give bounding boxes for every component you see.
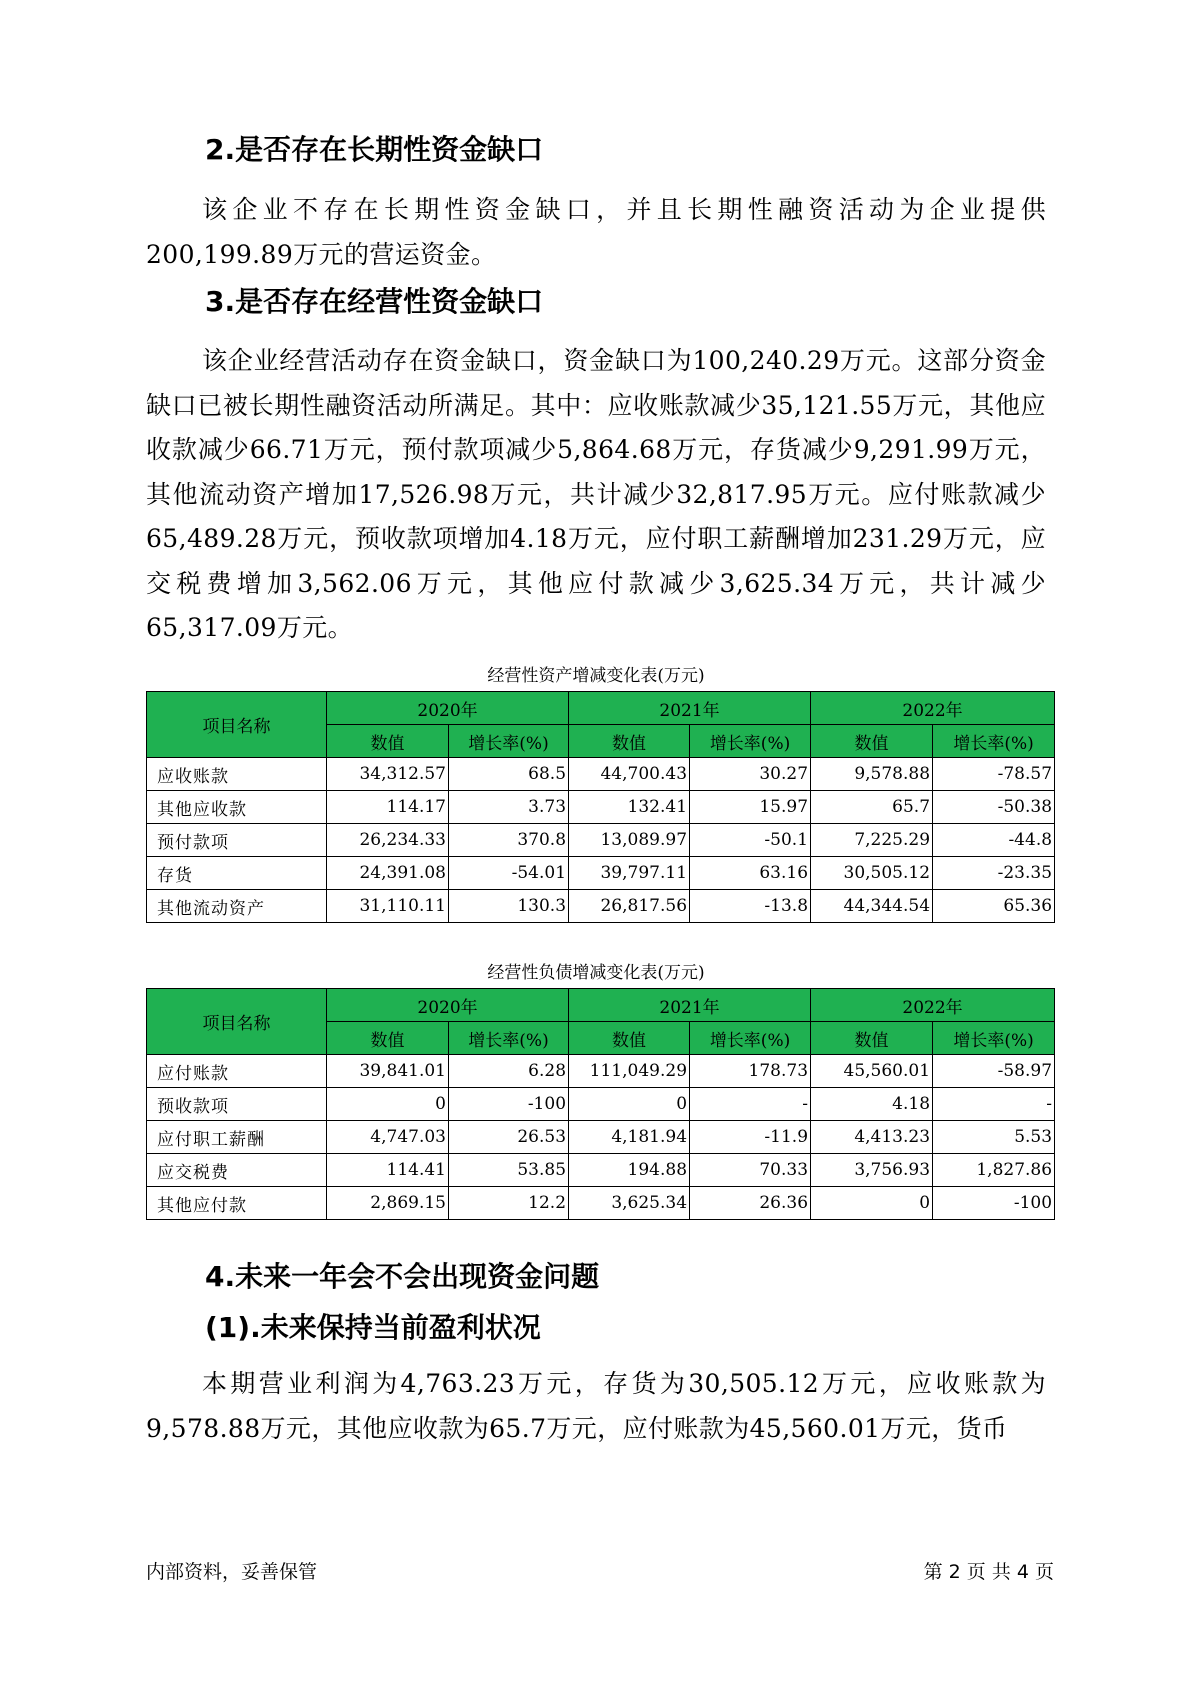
value-cell: 26,817.56	[569, 890, 690, 923]
value-cell: 194.88	[569, 1154, 690, 1187]
growth-rate-cell: -13.8	[690, 890, 811, 923]
value-cell: 65.7	[811, 791, 933, 824]
footer-page-number: 第 2 页 共 4 页	[923, 1561, 1054, 1583]
section-3-heading: 3.是否存在经营性资金缺口	[205, 285, 544, 318]
growth-rate-cell: 15.97	[690, 791, 811, 824]
value-cell: 24,391.08	[327, 857, 449, 890]
header-rate: 增长率(%)	[690, 725, 811, 758]
value-cell: 111,049.29	[569, 1055, 690, 1088]
header-year-2022: 2022年	[811, 692, 1055, 725]
table-row	[147, 1187, 1055, 1220]
asset-change-table	[146, 691, 1055, 923]
header-item-name: 项目名称	[147, 692, 327, 758]
value-cell: 4.18	[811, 1088, 933, 1121]
growth-rate-cell: 130.3	[449, 890, 569, 923]
growth-rate-cell: 178.73	[690, 1055, 811, 1088]
growth-rate-cell: 5.53	[933, 1121, 1055, 1154]
growth-rate-cell: 26.36	[690, 1187, 811, 1220]
header-item-name: 项目名称	[147, 989, 327, 1055]
value-cell: 0	[569, 1088, 690, 1121]
value-cell: 39,841.01	[327, 1055, 449, 1088]
header-value: 数值	[569, 725, 690, 758]
growth-rate-cell: -23.35	[933, 857, 1055, 890]
value-cell: 26,234.33	[327, 824, 449, 857]
section-4-subheading: (1).未来保持当前盈利状况	[205, 1311, 541, 1344]
value-cell: 39,797.11	[569, 857, 690, 890]
section-4-paragraph: 本期营业利润为4,763.23万元，存货为30,505.12万元，应收账款为9,578.88万元，其他应收款为65.7万元，应付账款为45,560.01万元，货币	[146, 1369, 1046, 1443]
growth-rate-cell: 26.53	[449, 1121, 569, 1154]
section-4-heading: 4.未来一年会不会出现资金问题	[205, 1260, 600, 1293]
growth-rate-cell: 1,827.86	[933, 1154, 1055, 1187]
growth-rate-cell: -11.9	[690, 1121, 811, 1154]
liability-change-table	[146, 988, 1055, 1220]
value-cell: 0	[811, 1187, 933, 1220]
growth-rate-cell: 68.5	[449, 758, 569, 791]
growth-rate-cell: -50.38	[933, 791, 1055, 824]
growth-rate-cell: -100	[449, 1088, 569, 1121]
header-value: 数值	[327, 1022, 449, 1055]
header-rate: 增长率(%)	[933, 725, 1055, 758]
row-item-name: 存货	[147, 857, 327, 890]
header-rate: 增长率(%)	[933, 1022, 1055, 1055]
table-row	[147, 791, 1055, 824]
table-row	[147, 890, 1055, 923]
growth-rate-cell: 6.28	[449, 1055, 569, 1088]
value-cell: 9,578.88	[811, 758, 933, 791]
liability-table-caption: 经营性负债增减变化表(万元)	[487, 963, 705, 983]
table-row	[147, 1154, 1055, 1187]
value-cell: 13,089.97	[569, 824, 690, 857]
table-row	[147, 758, 1055, 791]
growth-rate-cell: 65.36	[933, 890, 1055, 923]
asset-table-body	[147, 758, 1055, 923]
header-year-2020: 2020年	[327, 989, 569, 1022]
header-rate: 增长率(%)	[690, 1022, 811, 1055]
table-row	[147, 1121, 1055, 1154]
value-cell: 31,110.11	[327, 890, 449, 923]
growth-rate-cell: 70.33	[690, 1154, 811, 1187]
section-2-paragraph: 该企业不存在长期性资金缺口，并且长期性融资活动为企业提供200,199.89万元的营运资金。	[146, 195, 1046, 269]
growth-rate-cell: -50.1	[690, 824, 811, 857]
row-item-name: 预收款项	[147, 1088, 327, 1121]
growth-rate-cell: -78.57	[933, 758, 1055, 791]
table-row	[147, 1088, 1055, 1121]
growth-rate-cell: -100	[933, 1187, 1055, 1220]
growth-rate-cell: -44.8	[933, 824, 1055, 857]
row-item-name: 应收账款	[147, 758, 327, 791]
value-cell: 3,625.34	[569, 1187, 690, 1220]
growth-rate-cell: -	[933, 1088, 1055, 1121]
value-cell: 45,560.01	[811, 1055, 933, 1088]
value-cell: 44,344.54	[811, 890, 933, 923]
row-item-name: 预付款项	[147, 824, 327, 857]
value-cell: 44,700.43	[569, 758, 690, 791]
header-year-2021: 2021年	[569, 692, 811, 725]
header-year-2021: 2021年	[569, 989, 811, 1022]
value-cell: 30,505.12	[811, 857, 933, 890]
header-value: 数值	[569, 1022, 690, 1055]
value-cell: 34,312.57	[327, 758, 449, 791]
row-item-name: 应付账款	[147, 1055, 327, 1088]
value-cell: 0	[327, 1088, 449, 1121]
value-cell: 3,756.93	[811, 1154, 933, 1187]
growth-rate-cell: 63.16	[690, 857, 811, 890]
value-cell: 4,747.03	[327, 1121, 449, 1154]
header-year-2022: 2022年	[811, 989, 1055, 1022]
growth-rate-cell: 53.85	[449, 1154, 569, 1187]
header-value: 数值	[811, 1022, 933, 1055]
value-cell: 4,181.94	[569, 1121, 690, 1154]
row-item-name: 应付职工薪酬	[147, 1121, 327, 1154]
row-item-name: 其他应收款	[147, 791, 327, 824]
section-3-paragraph: 该企业经营活动存在资金缺口，资金缺口为100,240.29万元。这部分资金缺口已被长期性融资活动所满足。其中：应收账款减少35,121.55万元，其他应收款减少66.71万元，预付款项减少5,864.68万元，存货减少9,291.99万元，其他流动资产增加17,526.98万元，共计减少32,817.95万元。应付账款减少65,489.28万元，预收款项增加4.18万元，应付职工薪酬增加231.29万元，应交税费增加3,562.06万元，其他应付款减少3,625.34万元，共计减少65,317.09万元。	[146, 346, 1046, 642]
header-value: 数值	[811, 725, 933, 758]
row-item-name: 应交税费	[147, 1154, 327, 1187]
value-cell: 4,413.23	[811, 1121, 933, 1154]
header-value: 数值	[327, 725, 449, 758]
value-cell: 7,225.29	[811, 824, 933, 857]
table-row	[147, 1055, 1055, 1088]
row-item-name: 其他流动资产	[147, 890, 327, 923]
section-2-heading: 2.是否存在长期性资金缺口	[205, 133, 544, 166]
row-item-name: 其他应付款	[147, 1187, 327, 1220]
table-row	[147, 824, 1055, 857]
header-rate: 增长率(%)	[449, 1022, 569, 1055]
growth-rate-cell: 3.73	[449, 791, 569, 824]
header-year-2020: 2020年	[327, 692, 569, 725]
growth-rate-cell: 370.8	[449, 824, 569, 857]
table-row	[147, 857, 1055, 890]
value-cell: 2,869.15	[327, 1187, 449, 1220]
header-rate: 增长率(%)	[449, 725, 569, 758]
footer-confidential-note: 内部资料，妥善保管	[146, 1561, 318, 1583]
asset-table-caption: 经营性资产增减变化表(万元)	[487, 666, 705, 686]
liability-table-body	[147, 1055, 1055, 1220]
value-cell: 132.41	[569, 791, 690, 824]
growth-rate-cell: 30.27	[690, 758, 811, 791]
growth-rate-cell: -54.01	[449, 857, 569, 890]
value-cell: 114.17	[327, 791, 449, 824]
growth-rate-cell: -58.97	[933, 1055, 1055, 1088]
value-cell: 114.41	[327, 1154, 449, 1187]
growth-rate-cell: -	[690, 1088, 811, 1121]
growth-rate-cell: 12.2	[449, 1187, 569, 1220]
